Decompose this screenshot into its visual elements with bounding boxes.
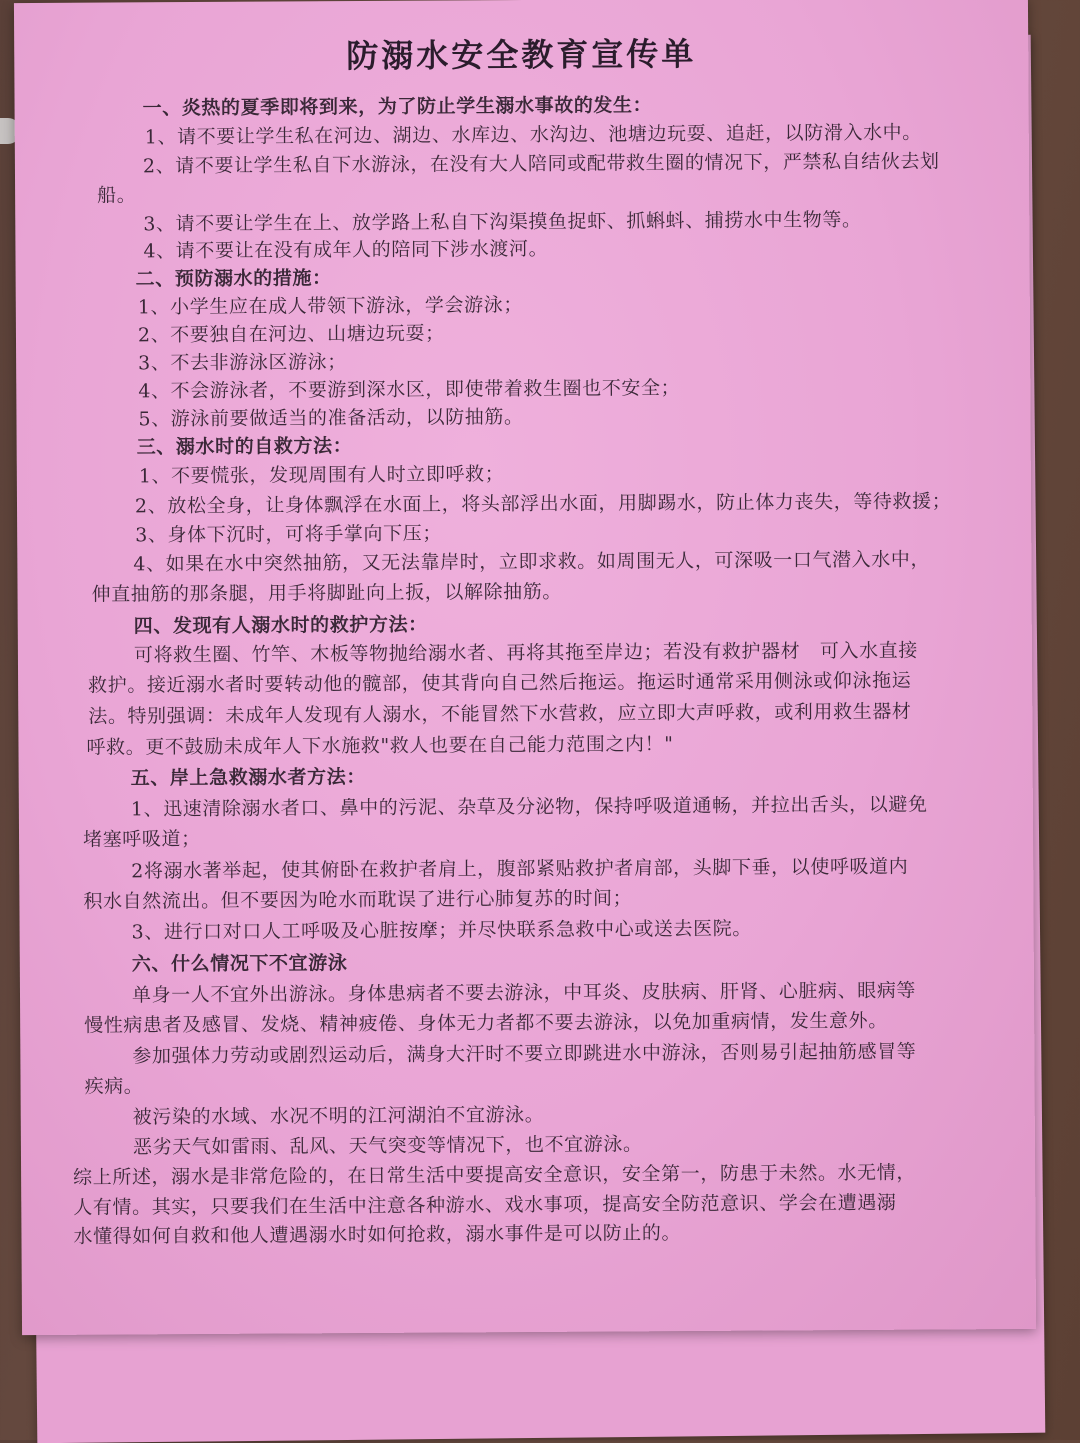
text-line: 慢性病患者及感冒、发烧、精神疲倦、身体无力者都不要去游泳，以免加重病情，发生意外。 (84, 1009, 888, 1037)
text-line: 被污染的水域、水况不明的江河湖泊不宜游泳。 (132, 1103, 545, 1129)
text-line: 救护。接近溺水者时要转动他的髋部，使其背向自己然后拖运。拖运时通常采用侧泳或仰泳拖运 (88, 669, 912, 697)
text-line: 呼救。更不鼓励未成年人下水施救"救人也要在自己能力范围之内！" (86, 733, 674, 759)
section-4-heading: 四、发现有人溺水时的救护方法： (133, 613, 428, 638)
text-line: 5、游泳前要做适当的准备活动，以防抽筋。 (138, 406, 524, 431)
section-5-heading: 五、岸上急救溺水者方法： (130, 765, 366, 790)
text-line: 2、请不要让学生私自下水游泳，在没有大人陪同或配带救生圈的情况下，严禁私自结伙去划 (142, 150, 940, 178)
section-3-heading: 三、溺水时的自救方法： (136, 435, 353, 459)
text-line: 3、请不要让学生在上、放学路上私自下沟渠摸鱼捉虾、抓蝌蚪、捕捞水中生物等。 (143, 208, 862, 236)
flyer-sheet (14, 0, 1036, 1335)
text-line: 水懂得如何自救和他人遭遇溺水时如何抢救，溺水事件是可以防止的。 (73, 1222, 682, 1248)
text-line: 1、小学生应在成人带领下游泳，学会游泳； (137, 294, 523, 319)
flyer-title: 防溺水安全教育宣传单 (346, 34, 697, 76)
text-line: 4、如果在水中突然抽筋，又无法靠岸时，立即求救。如周围无人，可深吸一口气潜入水中， (133, 548, 931, 576)
section-6-heading: 六、什么情况下不宜游泳 (131, 952, 348, 976)
text-line: 积水自然流出。但不要因为呛水而耽误了进行心肺复苏的时间； (83, 887, 633, 913)
flyer-content (14, 0, 1036, 1335)
text-line: 1、请不要让学生私在河边、湖边、水库边、水沟边、池塘边玩耍、追赶，以防滑入水中。 (144, 121, 922, 149)
text-line: 综上所述，溺水是非常危险的，在日常生活中要提高安全意识，安全第一，防患于未然。水无情， (73, 1161, 916, 1189)
text-line: 1、不要慌张，发现周围有人时立即呼救； (138, 463, 505, 488)
text-line: 3、身体下沉时，可将手掌向下压； (135, 522, 442, 547)
text-line: 2、不要独自在河边、山塘边玩耍； (137, 322, 445, 347)
text-line: 可将救生圈、竹竿、木板等物抛给溺水者、再将其拖至岸边；若没有救护器材 可入水直接 (133, 639, 918, 667)
text-line: 4、请不要让在没有成年人的陪同下涉水渡河。 (143, 237, 549, 263)
text-line: 疾病。 (84, 1075, 144, 1098)
text-line: 恶劣天气如雷雨、乱风、天气突变等情况下，也不宜游泳。 (132, 1133, 643, 1159)
text-line: 堵塞呼吸道； (82, 827, 201, 851)
text-line: 法。特别强调：未成年人发现有人溺水，不能冒然下水营救，应立即大声呼救，或利用救生器材 (88, 700, 912, 728)
text-line: 伸直抽筋的那条腿，用手将脚趾向上扳，以解除抽筋。 (91, 580, 563, 606)
text-line: 船。 (97, 184, 137, 207)
text-line: 参加强体力劳动或剧烈运动后，满身大汗时不要立即跳进水中游泳，否则易引起抽筋感冒等 (132, 1040, 917, 1068)
text-line: 3、进行口对口人工呼吸及心脏按摩；并尽快联系急救中心或送去医院。 (131, 917, 752, 944)
text-line: 2将溺水著举起，使其俯卧在救护者肩上，腹部紧贴救护者肩部，头脚下垂，以使呼吸道内 (131, 855, 909, 883)
text-line: 单身一人不宜外出游泳。身体患病者不要去游泳，中耳炎、皮肤病、肝肾、心脏病、眼病等 (131, 979, 917, 1007)
text-line: 人有情。其实，只要我们在生活中注意各种游水、戏水事项，提高安全防范意识、学会在遭遇溺 (73, 1191, 897, 1219)
section-2-heading: 二、预防溺水的措施： (135, 267, 332, 291)
text-line: 2、放松全身，让身体飘浮在水面上，将头部浮出水面，用脚踢水，防止体力丧失，等待救援； (134, 490, 952, 518)
text-line: 1、迅速清除溺水者口、鼻中的污泥、杂草及分泌物，保持呼吸道通畅，并拉出舌头，以避免 (130, 793, 928, 821)
text-line: 3、不去非游泳区游泳； (138, 351, 347, 375)
text-line: 4、不会游泳者，不要游到深水区，即使带着救生圈也不安全； (138, 377, 681, 403)
section-1-heading: 一、炎热的夏季即将到来，为了防止学生溺水事故的发生： (142, 94, 653, 120)
